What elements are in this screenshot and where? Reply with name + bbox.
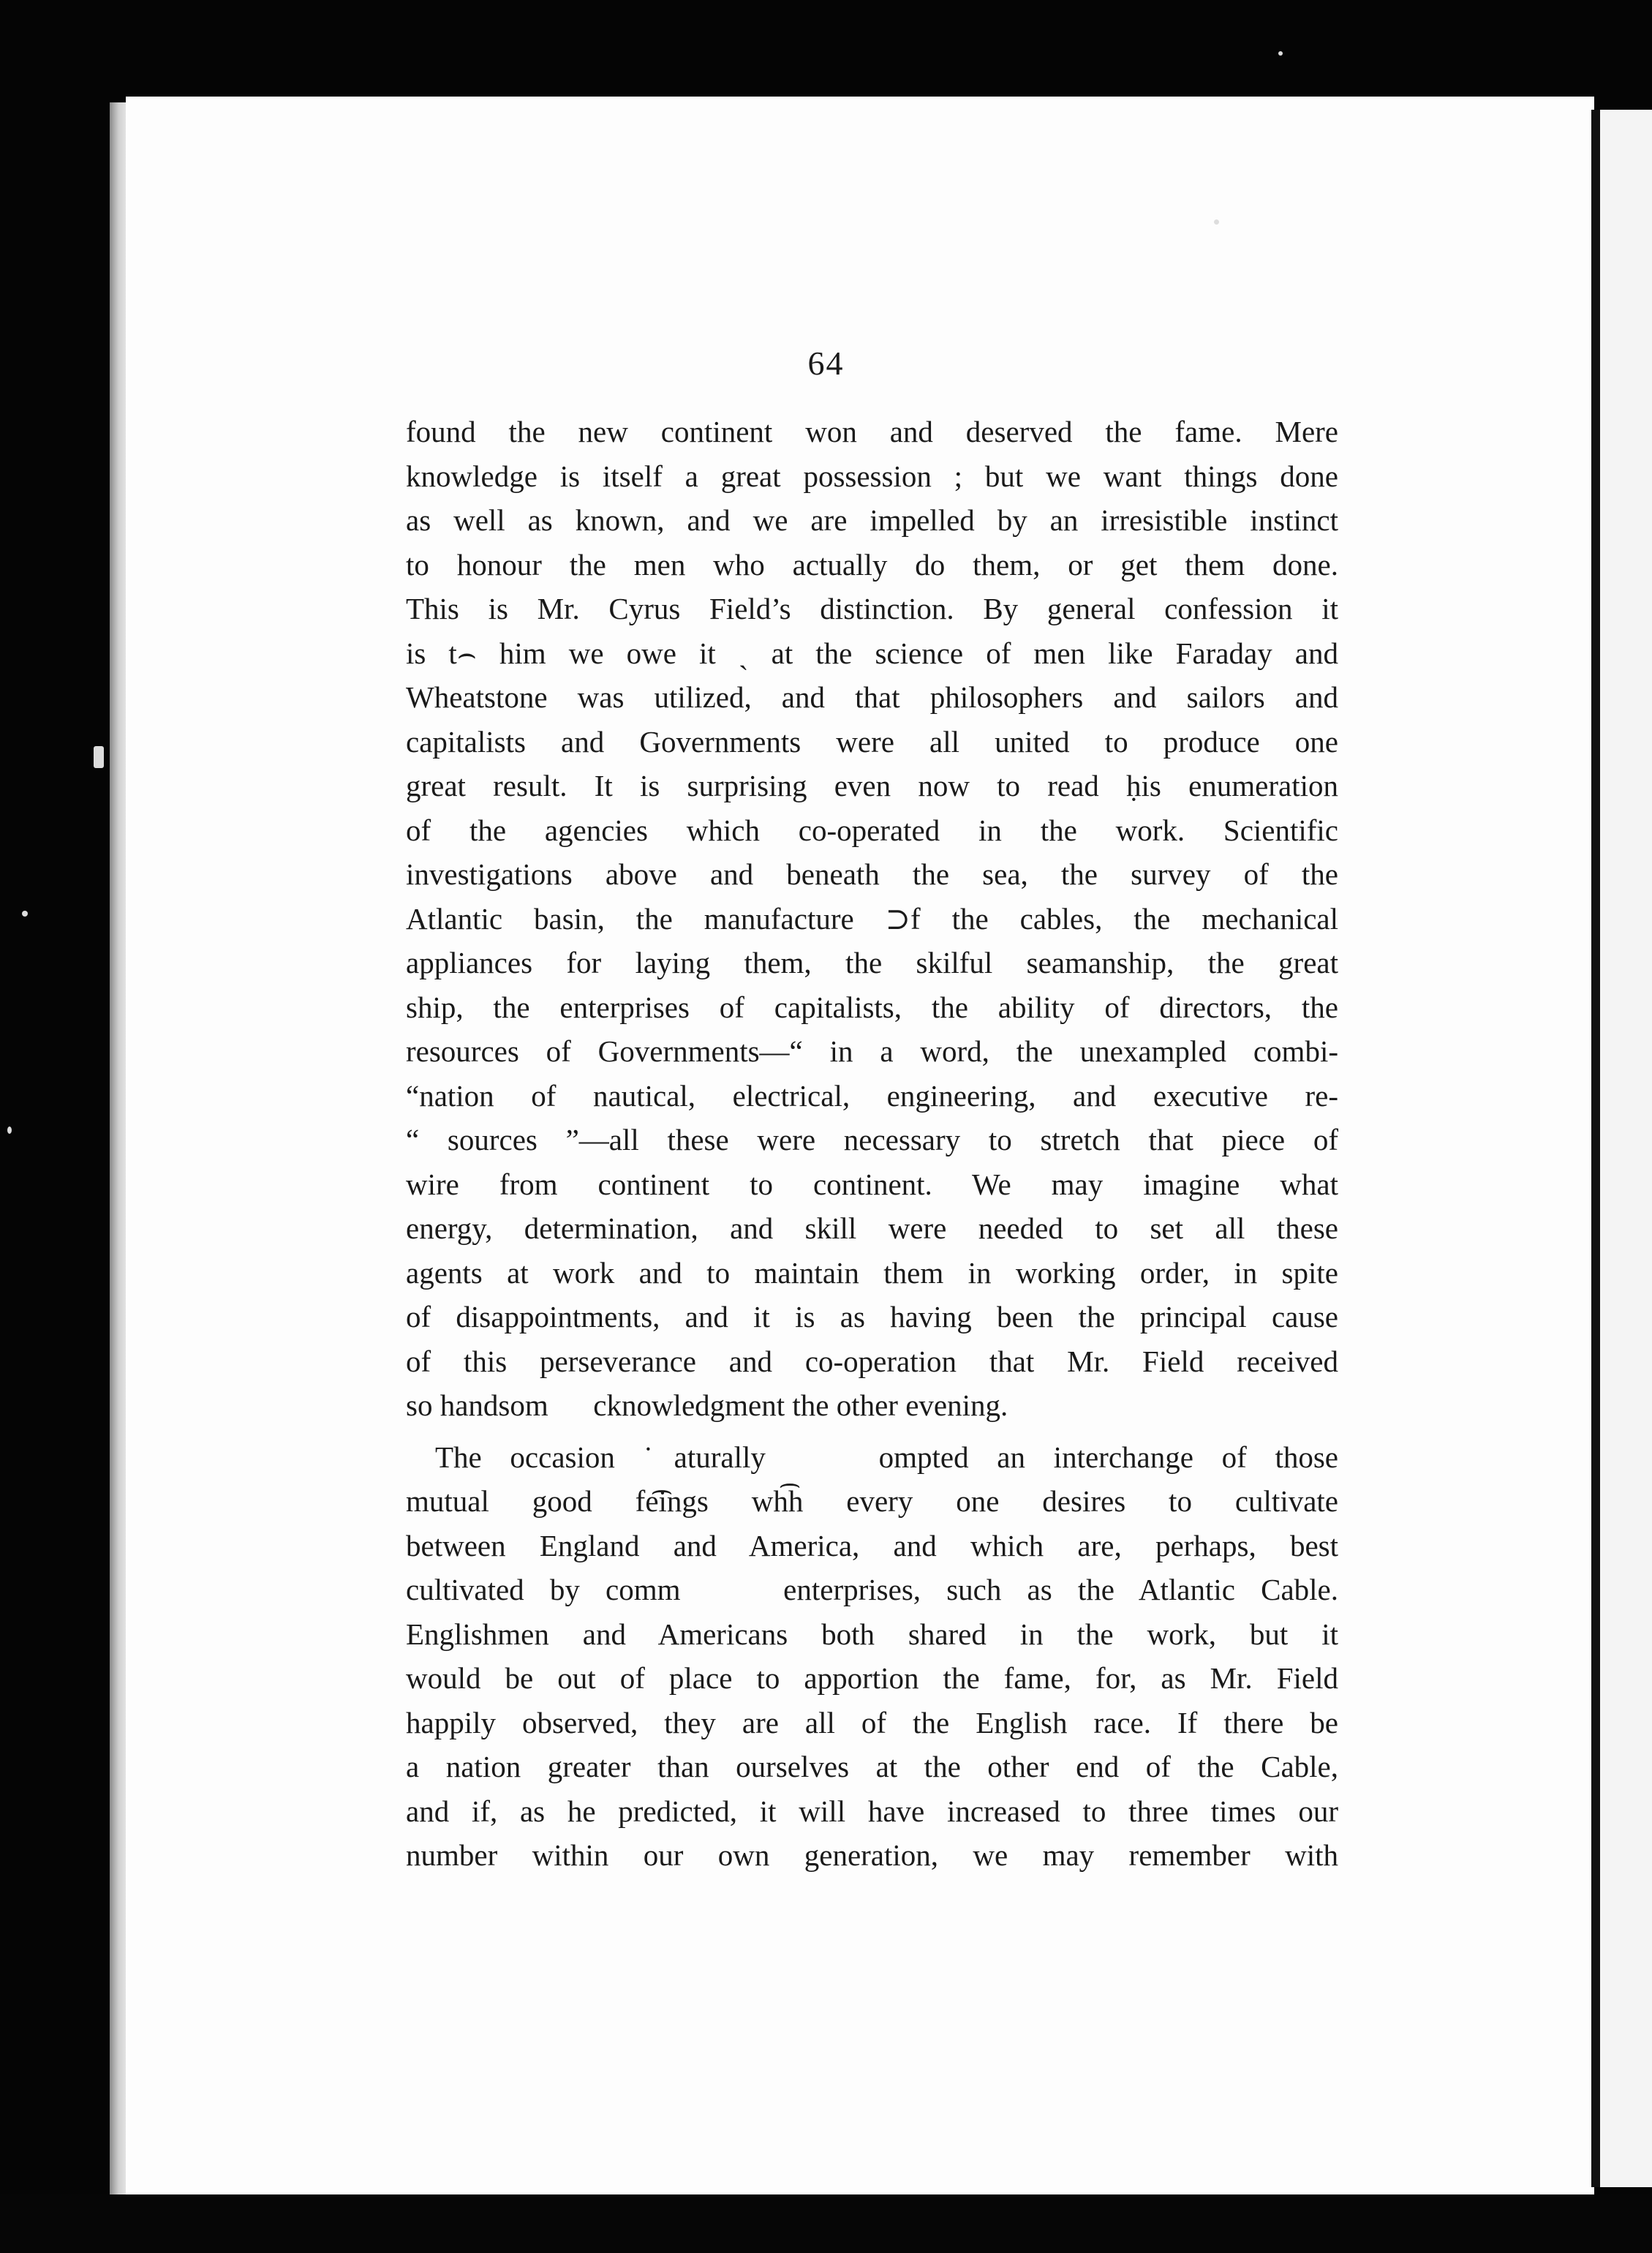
text-line: so handsom cknowledgment the other evening.	[406, 1388, 1008, 1422]
text-line: resources of Governments—“ in a word, the unexampled combi-	[406, 1034, 1338, 1068]
text-line: happily observed, they are all of the English race. If there be	[406, 1705, 1338, 1739]
text-line: great result. It is surprising even now to read ḥis enumeration	[406, 769, 1338, 802]
text-line: is t⌢ him we owe it ˏ at the science of men like Faraday and	[406, 636, 1338, 670]
text-line: wire from continent to continent. We may imagine what	[406, 1167, 1338, 1201]
text-line: to honour the men who actually do them, or get them done.	[406, 547, 1338, 582]
page-number: 64	[807, 345, 845, 382]
text-line: of disappointments, and it is as having been the principal cause	[406, 1300, 1338, 1334]
text-line: appliances for laying them, the skilful seamanship, the great	[406, 946, 1338, 979]
text-line: “nation of nautical, electrical, engineering, and executive re-	[406, 1078, 1338, 1113]
text-line: capitalists and Governments were all united to produce one	[406, 724, 1338, 759]
text-line: between England and America, and which are, perhaps, best	[406, 1528, 1338, 1562]
body-text	[406, 410, 1338, 1878]
dust-speck	[1278, 51, 1283, 56]
text-line: found the new continent won and deserved the fame. Mere	[406, 415, 1338, 448]
text-line: would be out of place to apportion the fame, for, as Mr. Field	[406, 1661, 1338, 1695]
text-line: This is Mr. Cyrus Field’s distinction. By general confession it	[406, 592, 1338, 625]
text-line: a nation greater than ourselves at the other end of the Cable,	[406, 1750, 1338, 1783]
text-line: number within our own generation, we may remember with	[406, 1838, 1338, 1872]
text-line: investigations above and beneath the sea, the survey of the	[406, 857, 1338, 891]
text-line: cultivated by comm enterprises, such as the Atlantic Cable.	[406, 1573, 1338, 1606]
dust-speck	[1214, 219, 1219, 225]
paragraph-gap	[406, 1428, 1338, 1435]
paragraph	[406, 1435, 1338, 1878]
text-line: The occasion ˙aturally ompted an interchange of those	[435, 1440, 1338, 1474]
dust-speck	[22, 911, 28, 917]
text-line: Atlantic basin, the manufacture ⊃f the cables, the mechanical	[406, 901, 1338, 936]
paragraph	[406, 410, 1338, 1428]
text-line: knowledge is itself a great possession ; but we want things done	[406, 459, 1338, 493]
text-line: agents at work and to maintain them in working order, in spite	[406, 1255, 1338, 1290]
scan-bottom-margin	[0, 2194, 1652, 2253]
text-line: as well as known, and we are impelled by an irresistible instinct	[406, 503, 1338, 537]
dust-speck	[94, 746, 104, 768]
adjacent-page-strip	[1600, 110, 1652, 2187]
text-line: ship, the enterprises of capitalists, the ability of directors, the	[406, 990, 1338, 1024]
text-line: Wheatstone was utilized, and that philosophers and sailors and	[406, 680, 1338, 714]
page-gutter-shadow	[1591, 110, 1600, 2187]
text-line: of the agencies which co-operated in the work. Scientific	[406, 813, 1338, 847]
text-line: Englishmen and Americans both shared in the work, but it	[406, 1617, 1338, 1651]
text-line: of this perseverance and co-operation that Mr. Field received	[406, 1344, 1338, 1378]
text-line: mutual good fe͡ings wh͡h every one desires to cultivate	[406, 1484, 1338, 1518]
text-line: “ sources ”—all these were necessary to stretch that piece of	[406, 1123, 1338, 1156]
text-line: energy, determination, and skill were needed to set all these	[406, 1211, 1338, 1245]
dust-speck	[7, 1126, 12, 1134]
text-line: and if, as he predicted, it will have increased to three times our	[406, 1794, 1338, 1828]
